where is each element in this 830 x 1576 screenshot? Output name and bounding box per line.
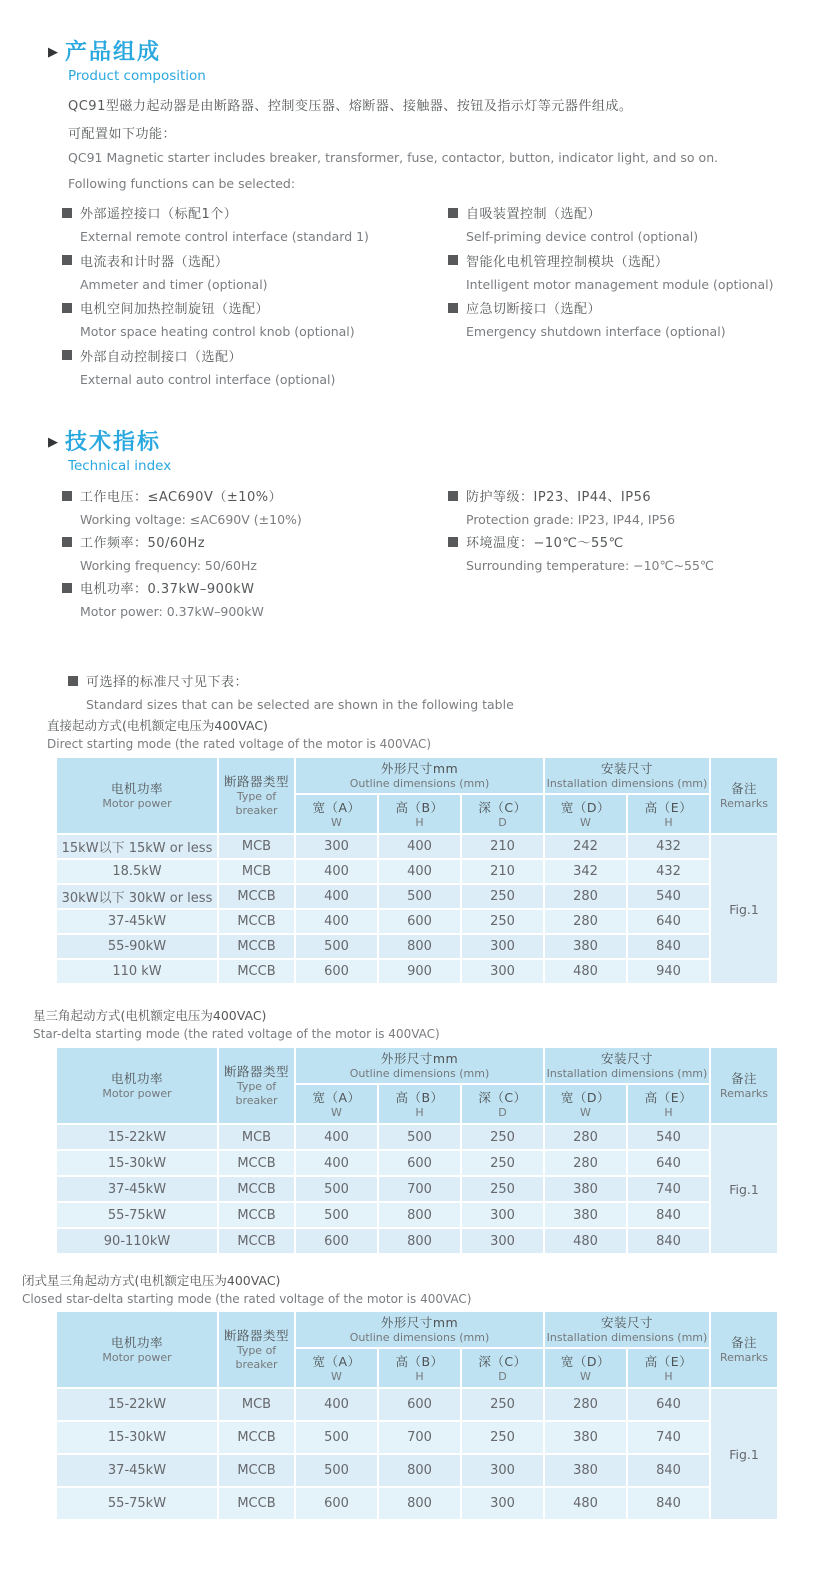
spec-zh: 环境温度：−10℃～55℃ (466, 536, 624, 551)
star-delta-starting-table (55, 1046, 779, 1255)
spec-list-right (448, 486, 818, 578)
square-bullet-icon (62, 303, 72, 313)
height-b-cell: 700 (378, 1176, 461, 1202)
outline-dimensions-header: 外形尺寸mm Outline dimensions (mm) (295, 1047, 544, 1084)
height-e-cell: 840 (627, 1454, 710, 1487)
motor-power-cell: 55-90kW (56, 934, 218, 959)
feature-en: Ammeter and timer (optional) (80, 276, 268, 292)
size-note-zh: 可选择的标准尺寸见下表： (86, 675, 249, 690)
width-a-header: 宽（A） W (295, 794, 378, 834)
spec-en: Surrounding temperature: −10℃~55℃ (466, 558, 714, 573)
breaker-type-header: 断路器类型 Type of breaker (218, 1047, 295, 1124)
height-b-cell: 400 (378, 859, 461, 884)
table-row (56, 834, 778, 859)
depth-c-cell: 250 (461, 1176, 544, 1202)
motor-power-cell: 55-75kW (56, 1202, 218, 1228)
height-b-cell: 900 (378, 959, 461, 984)
motor-power-cell: 15-22kW (56, 1388, 218, 1421)
square-bullet-icon (62, 208, 72, 218)
height-b-header: 高（B） H (378, 1348, 461, 1388)
width-a-header: 宽（A） W (295, 1348, 378, 1388)
direct-starting-table (55, 756, 779, 985)
spec-item (62, 578, 442, 624)
breaker-type-cell: MCCB (218, 1228, 295, 1254)
depth-c-header: 深（C） D (461, 794, 544, 834)
depth-c-header: 深（C） D (461, 1348, 544, 1388)
width-d-cell: 242 (544, 834, 627, 859)
width-d-cell: 380 (544, 1421, 627, 1454)
table-row (56, 1487, 778, 1520)
feature-zh: 外部遥控接口（标配1个） (80, 207, 238, 222)
width-d-cell: 280 (544, 1150, 627, 1176)
width-d-cell: 280 (544, 909, 627, 934)
depth-c-cell: 300 (461, 1454, 544, 1487)
depth-c-cell: 250 (461, 1421, 544, 1454)
height-b-cell: 800 (378, 1487, 461, 1520)
table-row (56, 859, 778, 884)
table-row (56, 1421, 778, 1454)
width-d-cell: 480 (544, 1228, 627, 1254)
motor-power-cell: 15-30kW (56, 1421, 218, 1454)
table1-caption-en: Direct starting mode (the rated voltage of the motor is 400VAC) (47, 737, 432, 751)
table-body (56, 1124, 778, 1254)
table3-caption (22, 1271, 471, 1309)
size-note (68, 671, 514, 712)
width-a-cell: 400 (295, 909, 378, 934)
breaker-type-cell: MCCB (218, 1454, 295, 1487)
breaker-type-header: 断路器类型 Type of breaker (218, 1311, 295, 1388)
depth-c-cell: 250 (461, 1150, 544, 1176)
width-a-cell: 400 (295, 884, 378, 909)
width-d-cell: 380 (544, 1176, 627, 1202)
width-a-cell: 400 (295, 1124, 378, 1150)
width-d-header: 宽（D） W (544, 1084, 627, 1124)
table1-caption (47, 716, 431, 754)
feature-item (62, 251, 442, 299)
width-d-cell: 480 (544, 959, 627, 984)
width-a-cell: 400 (295, 1388, 378, 1421)
height-e-cell: 840 (627, 1202, 710, 1228)
height-e-cell: 940 (627, 959, 710, 984)
feature-en: Emergency shutdown interface (optional) (466, 324, 726, 339)
breaker-type-cell: MCCB (218, 1176, 295, 1202)
square-bullet-icon (62, 537, 72, 547)
width-a-cell: 500 (295, 934, 378, 959)
section-arrow-icon: ▶ (48, 435, 58, 451)
size-note-en: Standard sizes that can be selected are shown in the following table (86, 697, 514, 712)
feature-item (62, 203, 442, 251)
depth-c-cell: 300 (461, 1487, 544, 1520)
breaker-type-header: 断路器类型 Type of breaker (218, 757, 295, 834)
depth-c-cell: 210 (461, 834, 544, 859)
height-e-cell: 540 (627, 1124, 710, 1150)
feature-item (448, 251, 818, 299)
outline-dimensions-header: 外形尺寸mm Outline dimensions (mm) (295, 1311, 544, 1348)
feature-item (62, 346, 442, 394)
height-b-cell: 800 (378, 1454, 461, 1487)
table-row (56, 1388, 778, 1421)
height-e-cell: 640 (627, 1388, 710, 1421)
width-d-header: 宽（D） W (544, 1348, 627, 1388)
feature-item (448, 203, 818, 251)
feature-zh: 自吸装置控制（选配） (466, 207, 602, 222)
feature-en: External auto control interface (optional) (80, 371, 336, 387)
breaker-type-cell: MCB (218, 1388, 295, 1421)
height-e-header: 高（E） H (627, 794, 710, 834)
width-a-cell: 600 (295, 959, 378, 984)
depth-c-cell: 300 (461, 959, 544, 984)
width-a-cell: 600 (295, 1228, 378, 1254)
height-b-cell: 600 (378, 1388, 461, 1421)
width-d-cell: 380 (544, 1454, 627, 1487)
square-bullet-icon (448, 491, 458, 501)
feature-zh: 智能化电机管理控制模块（选配） (466, 254, 669, 270)
height-b-cell: 800 (378, 934, 461, 959)
feature-item (62, 298, 442, 346)
spec-list-left (62, 486, 442, 624)
table-row (56, 1176, 778, 1202)
width-d-cell: 480 (544, 1487, 627, 1520)
spec-item (62, 486, 442, 532)
breaker-type-cell: MCCB (218, 1202, 295, 1228)
square-bullet-icon (62, 255, 72, 265)
height-e-cell: 740 (627, 1176, 710, 1202)
breaker-type-cell: MCCB (218, 1487, 295, 1520)
feature-list-left (62, 203, 442, 393)
section-arrow-icon: ▶ (48, 45, 58, 61)
height-e-cell: 740 (627, 1421, 710, 1454)
feature-zh: 电流表和计时器（选配） (80, 254, 229, 270)
remark-cell: Fig.1 (710, 1124, 778, 1254)
depth-c-cell: 250 (461, 1124, 544, 1150)
technical-index-heading (48, 430, 171, 474)
motor-power-cell: 37-45kW (56, 909, 218, 934)
feature-list-right (448, 203, 818, 346)
motor-power-cell: 30kW以下 30kW or less (56, 884, 218, 909)
intro-note-zh: 可配置如下功能： (68, 127, 177, 142)
intro-paragraph-zh: QC91型磁力起动器是由断路器、控制变压器、熔断器、接触器、按钮及指示灯等元器件组成。 (68, 99, 633, 114)
table-header (56, 1047, 778, 1124)
intro-paragraph-en: QC91 Magnetic starter includes breaker, transformer, fuse, contactor, button, indicator light, and so on. (68, 150, 719, 165)
remark-cell: Fig.1 (710, 1388, 778, 1520)
table-row (56, 909, 778, 934)
spec-item (448, 532, 818, 578)
width-a-cell: 600 (295, 1487, 378, 1520)
depth-c-cell: 250 (461, 909, 544, 934)
width-d-header: 宽（D） W (544, 794, 627, 834)
height-e-cell: 640 (627, 909, 710, 934)
height-e-header: 高（E） H (627, 1084, 710, 1124)
height-b-cell: 800 (378, 1202, 461, 1228)
square-bullet-icon (448, 537, 458, 547)
remarks-header: 备注 Remarks (710, 1311, 778, 1388)
breaker-type-cell: MCCB (218, 909, 295, 934)
spec-item (448, 486, 818, 532)
height-b-cell: 500 (378, 884, 461, 909)
width-a-cell: 500 (295, 1421, 378, 1454)
table-row (56, 1150, 778, 1176)
width-d-cell: 280 (544, 1124, 627, 1150)
table-row (56, 934, 778, 959)
height-e-cell: 432 (627, 834, 710, 859)
motor-power-cell: 90-110kW (56, 1228, 218, 1254)
motor-power-cell: 18.5kW (56, 859, 218, 884)
height-b-header: 高（B） H (378, 1084, 461, 1124)
width-a-cell: 400 (295, 1150, 378, 1176)
table2-caption-en: Star-delta starting mode (the rated voltage of the motor is 400VAC) (33, 1027, 440, 1041)
motor-power-cell: 37-45kW (56, 1176, 218, 1202)
table2-caption-zh: 星三角起动方式(电机额定电压为400VAC) (33, 1008, 267, 1023)
width-a-header: 宽（A） W (295, 1084, 378, 1124)
outline-dimensions-header: 外形尺寸mm Outline dimensions (mm) (295, 757, 544, 794)
feature-en: Motor space heating control knob (optional) (80, 324, 355, 339)
closed-star-delta-starting-table (55, 1310, 779, 1521)
spec-zh: 工作电压：≤AC690V（±10%） (80, 490, 283, 505)
breaker-type-cell: MCB (218, 859, 295, 884)
feature-en: Intelligent motor management module (optional) (466, 276, 774, 292)
square-bullet-icon (448, 208, 458, 218)
motor-power-cell: 37-45kW (56, 1454, 218, 1487)
height-b-cell: 500 (378, 1124, 461, 1150)
remark-cell: Fig.1 (710, 834, 778, 984)
spec-zh: 防护等级：IP23、IP44、IP56 (466, 490, 652, 505)
square-bullet-icon (62, 491, 72, 501)
section-title-en: Product composition (68, 68, 206, 85)
width-a-cell: 500 (295, 1202, 378, 1228)
depth-c-cell: 300 (461, 934, 544, 959)
table-row (56, 1202, 778, 1228)
depth-c-cell: 250 (461, 1388, 544, 1421)
motor-power-cell: 55-75kW (56, 1487, 218, 1520)
motor-power-cell: 15kW以下 15kW or less (56, 834, 218, 859)
height-b-cell: 600 (378, 909, 461, 934)
breaker-type-cell: MCCB (218, 884, 295, 909)
width-a-cell: 400 (295, 859, 378, 884)
spec-zh: 工作频率：50/60Hz (80, 536, 206, 551)
feature-en: External remote control interface (standard 1) (80, 229, 369, 244)
table-row (56, 884, 778, 909)
table-body (56, 834, 778, 984)
width-a-cell: 500 (295, 1454, 378, 1487)
breaker-type-cell: MCCB (218, 1421, 295, 1454)
remarks-header: 备注 Remarks (710, 1047, 778, 1124)
table-header (56, 1311, 778, 1388)
spec-en: Working voltage: ≤AC690V (±10%) (80, 512, 302, 527)
height-b-cell: 700 (378, 1421, 461, 1454)
motor-power-header: 电机功率 Motor power (56, 757, 218, 834)
feature-zh: 外部自动控制接口（选配） (80, 349, 243, 365)
table3-caption-zh: 闭式星三角起动方式(电机额定电压为400VAC) (22, 1273, 281, 1288)
table-row (56, 959, 778, 984)
width-d-cell: 380 (544, 1202, 627, 1228)
table3-caption-en: Closed star-delta starting mode (the rated voltage of the motor is 400VAC) (22, 1292, 472, 1306)
width-d-cell: 280 (544, 1388, 627, 1421)
product-composition-heading (48, 40, 206, 84)
spec-zh: 电机功率：0.37kW–900kW (80, 582, 255, 597)
height-b-header: 高（B） H (378, 794, 461, 834)
spec-en: Motor power: 0.37kW–900kW (80, 604, 264, 619)
depth-c-cell: 300 (461, 1228, 544, 1254)
feature-zh: 应急切断接口（选配） (466, 302, 602, 317)
square-bullet-icon (62, 583, 72, 593)
breaker-type-cell: MCCB (218, 959, 295, 984)
square-bullet-icon (68, 676, 78, 686)
spec-en: Protection grade: IP23, IP44, IP56 (466, 512, 676, 527)
breaker-type-cell: MCB (218, 834, 295, 859)
table-row (56, 1454, 778, 1487)
motor-power-cell: 110 kW (56, 959, 218, 984)
motor-power-header: 电机功率 Motor power (56, 1047, 218, 1124)
height-e-cell: 640 (627, 1150, 710, 1176)
height-e-header: 高（E） H (627, 1348, 710, 1388)
spec-en: Working frequency: 50/60Hz (80, 558, 257, 573)
height-b-cell: 600 (378, 1150, 461, 1176)
width-a-cell: 500 (295, 1176, 378, 1202)
depth-c-cell: 210 (461, 859, 544, 884)
square-bullet-icon (62, 350, 72, 360)
table2-caption (33, 1006, 440, 1044)
width-d-cell: 342 (544, 859, 627, 884)
intro-note-en: Following functions can be selected: (68, 176, 296, 191)
installation-dimensions-header: 安装尺寸 Installation dimensions (mm) (544, 757, 710, 794)
feature-item (448, 298, 818, 346)
installation-dimensions-header: 安装尺寸 Installation dimensions (mm) (544, 1047, 710, 1084)
width-d-cell: 280 (544, 884, 627, 909)
motor-power-cell: 15-22kW (56, 1124, 218, 1150)
breaker-type-cell: MCCB (218, 934, 295, 959)
section-title-en: Technical index (68, 458, 172, 475)
height-e-cell: 540 (627, 884, 710, 909)
section-title-zh: 产品组成 (65, 40, 162, 65)
width-a-cell: 300 (295, 834, 378, 859)
remarks-header: 备注 Remarks (710, 757, 778, 834)
square-bullet-icon (448, 303, 458, 313)
width-d-cell: 380 (544, 934, 627, 959)
motor-power-header: 电机功率 Motor power (56, 1311, 218, 1388)
height-e-cell: 432 (627, 859, 710, 884)
breaker-type-cell: MCB (218, 1124, 295, 1150)
square-bullet-icon (448, 255, 458, 265)
table-row (56, 1124, 778, 1150)
height-b-cell: 800 (378, 1228, 461, 1254)
spec-item (62, 532, 442, 578)
height-e-cell: 840 (627, 1228, 710, 1254)
depth-c-cell: 250 (461, 884, 544, 909)
installation-dimensions-header: 安装尺寸 Installation dimensions (mm) (544, 1311, 710, 1348)
depth-c-header: 深（C） D (461, 1084, 544, 1124)
table-body (56, 1388, 778, 1520)
height-b-cell: 400 (378, 834, 461, 859)
feature-en: Self-priming device control (optional) (466, 229, 699, 244)
table-row (56, 1228, 778, 1254)
motor-power-cell: 15-30kW (56, 1150, 218, 1176)
height-e-cell: 840 (627, 1487, 710, 1520)
table1-caption-zh: 直接起动方式(电机额定电压为400VAC) (47, 718, 268, 733)
section-title-zh: 技术指标 (65, 430, 162, 455)
height-e-cell: 840 (627, 934, 710, 959)
depth-c-cell: 300 (461, 1202, 544, 1228)
breaker-type-cell: MCCB (218, 1150, 295, 1176)
feature-zh: 电机空间加热控制旋钮（选配） (80, 302, 270, 317)
table-header (56, 757, 778, 834)
